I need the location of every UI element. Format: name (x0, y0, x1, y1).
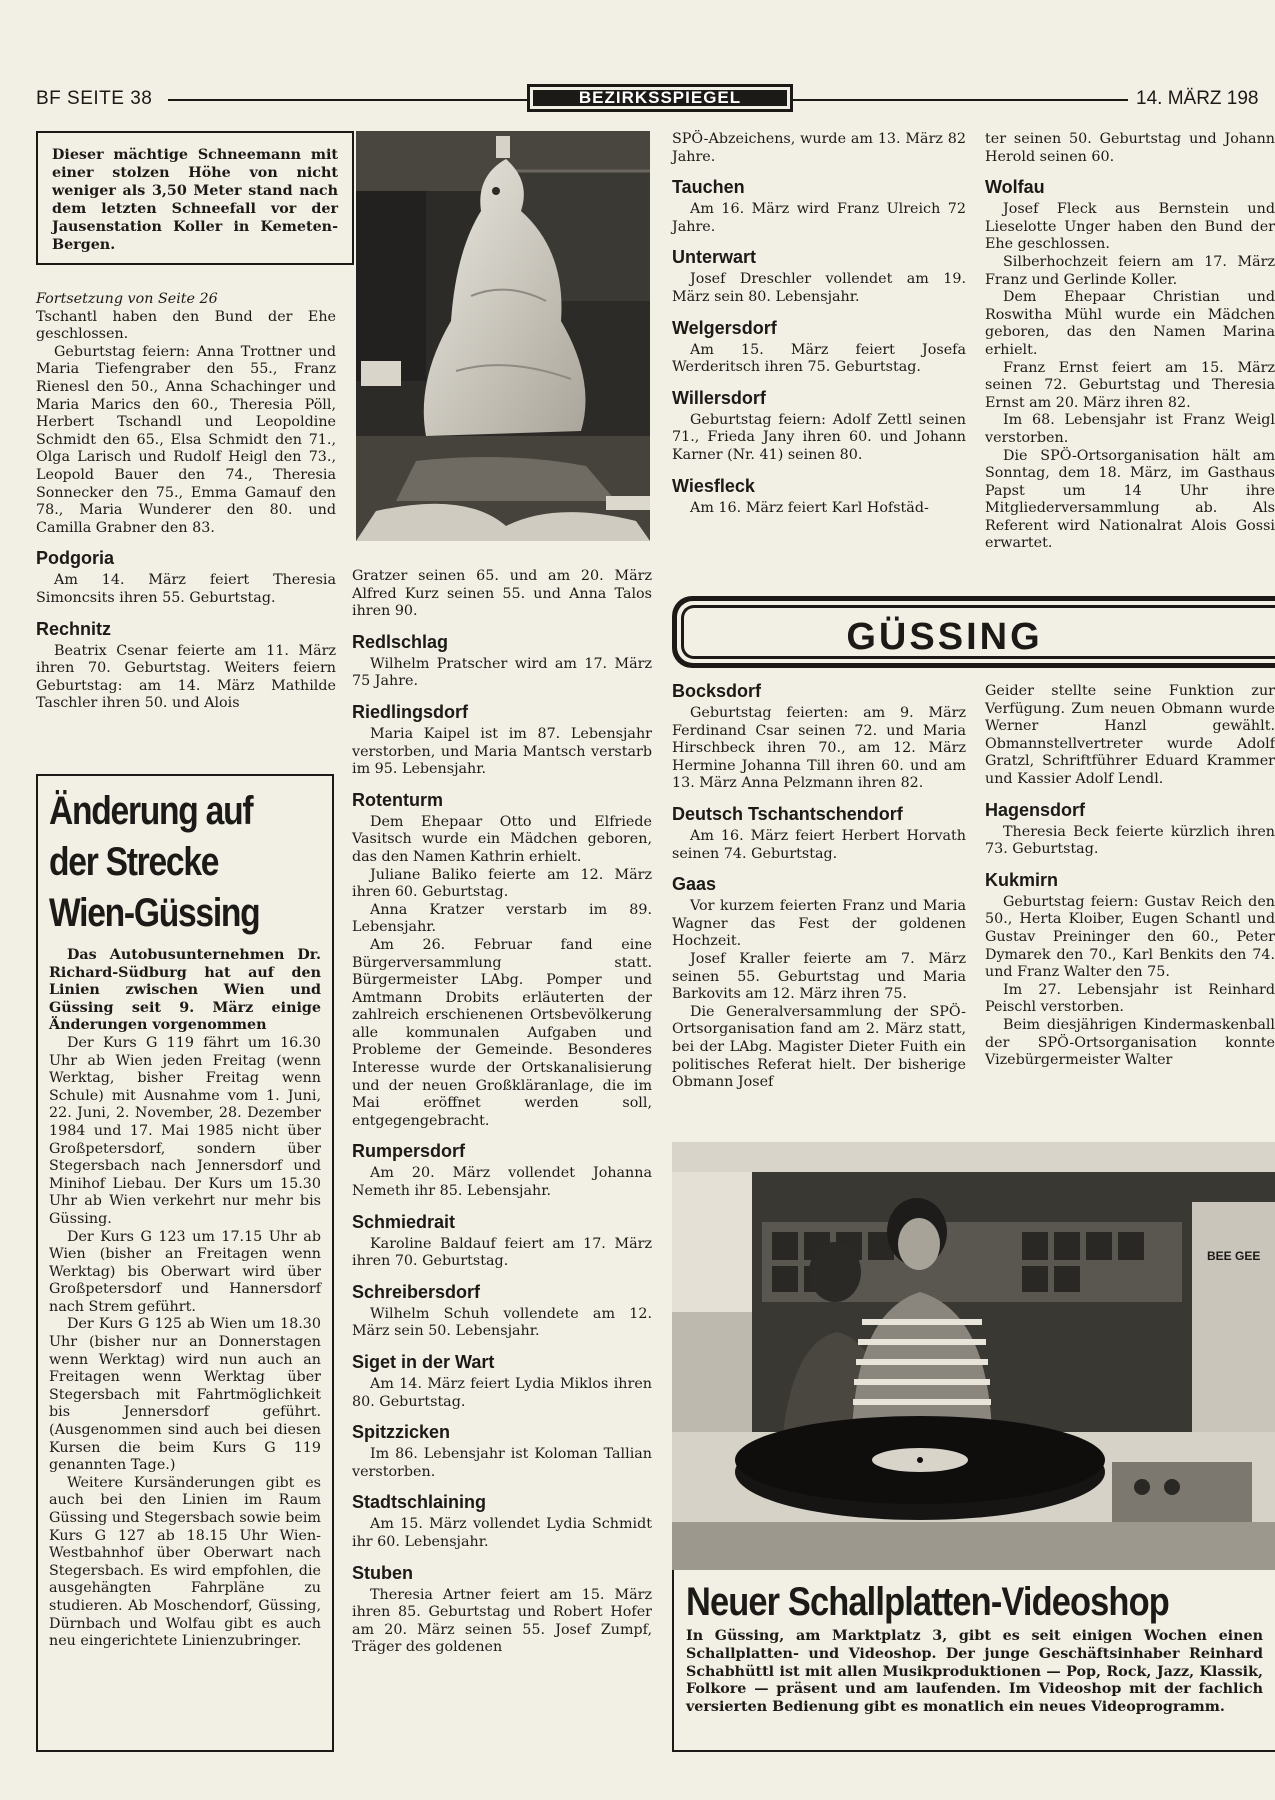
article-text: Karoline Baldauf feiert am 17. März ihren 70. Geburtstag. (352, 1235, 652, 1270)
place-heading: Kukmirn (985, 869, 1059, 890)
article-text: Weitere Kursänderungen gibt es auch bei den Linien im Raum Güssing und Stegersbach sowie beim Kurs G 127 ab 18.15 Uhr Wien-Westbahnhof über Oberwart nach Stegersbach. Es wird empfohlen, die ausgehängten Fahrpläne zu studieren. Ab Moschendorf, Güssing, Dürnbach und Wolfau gibt es auch neu eingerichtete Linienzubringer. (49, 1474, 321, 1650)
place-heading: Wolfau (985, 177, 1045, 198)
article-text: Vor kurzem feierten Franz und Maria Wagner das Fest der goldenen Hochzeit. (672, 898, 966, 950)
record-shop-photo (672, 1142, 1275, 1570)
article-text: Am 16. März feiert Karl Hofstäd- (690, 499, 929, 516)
column-1 (36, 291, 336, 713)
region-banner (672, 596, 1275, 668)
article-text: Wilhelm Schuh vollendete am 12. März sein 50. Lebensjahr. (352, 1305, 652, 1340)
article-text: Am 15. März feiert Josefa Werderitsch ihren 75. Geburtstag. (672, 341, 966, 376)
snowman-image (356, 131, 650, 541)
place-heading: Schreibersdorf (352, 1281, 481, 1302)
article-text: Tschantl haben den Bund der Ehe geschlossen. (36, 308, 336, 343)
article-text: SPÖ-Abzeichens, wurde am 13. März 82 Jahre. (672, 131, 966, 165)
place-heading: Tauchen (672, 177, 745, 198)
place-heading: Siget in der Wart (352, 1352, 495, 1372)
article-text: In Güssing, am Marktplatz 3, gibt es seit einigen Wochen einen Schallplatten- und Videoshop. Der junge Geschäftsinhaber Reinhard Schabhüttl ist mit allen Musikproduktionen — Pop, Rock, Jazz, Klassik, Folkore — präsent und am laufenden. Im Videoshop mit der fachlich versierten Bedienung gibt es monatlich ein neues Videoprogramm. (686, 1628, 1263, 1716)
article-text: Josef Kraller feierte am 7. März seinen 55. Geburtstag und Maria Barkovits am 12. März ihren 75. (672, 950, 966, 1003)
place-heading: Willersdorf (672, 387, 766, 408)
column-2 (352, 568, 652, 1657)
article-text: Geburtstag feiern: Gustav Reich den 50., Herta Kloiber, Eugen Schantl und Gustav Preininger den 60., Peter Dymarek den 70., Karl Benkits den 74. und Franz Walter den 75. (985, 893, 1275, 981)
article-text: Am 16. März feiert Herbert Horvath seinen 74. Geburtstag. (672, 827, 966, 862)
place-heading: Stadtschlaining (352, 1492, 487, 1513)
article-text: Franz Ernst feiert am 15. März seinen 72. Geburtstag und Theresia Ernst am 20. März ihren 82. (985, 359, 1275, 411)
place-heading: Welgersdorf (672, 317, 777, 338)
place-heading: Spitzzicken (352, 1422, 451, 1443)
article-text: Im 68. Lebensjahr ist Franz Weigl verstorben. (985, 412, 1275, 446)
article-text: Im 86. Lebensjahr ist Koloman Tallian verstorben. (352, 1446, 652, 1480)
place-heading: Rotenturm (352, 789, 443, 810)
article-text: Am 26. Februar fand eine Bürgerversammlung statt. Bürgermeister LAbg. Pomper und Amtmann Drobits erläuterten der zahlreich erschienenen Ortsbevölkerung alle kommunalen Aufgaben und Probleme der Gemeinde. Besonderes Interesse wurde der Ortskanalisierung und der neuen Großkläranlage, die im Mai eröffnet werden soll, entgegengebracht. (352, 936, 652, 1129)
article-text: Theresia Artner feiert am 15. März ihren 85. Geburtstag und Robert Hofer am 20. März seinen 55. Josef Zumpf, Träger des goldenen (352, 1586, 652, 1656)
place-heading: Unterwart (672, 247, 757, 268)
article-headline: Wien-Güssing (49, 891, 260, 935)
article-text: Anna Kratzer verstarb im 89. Lebensjahr. (352, 901, 652, 936)
article-text: Josef Fleck aus Bernstein und Lieselotte Unger haben den Bund der Ehe geschlossen. (985, 201, 1275, 253)
article-text: Geburtstag feierten: am 9. März Ferdinand Csar seinen 72. und Maria Hirschbeck ihren 70., am 12. März Hermine Johanna Till ihren 60. und am 13. März Anna Pelzmann ihren 82. (672, 705, 966, 792)
article-text: Wilhelm Pratscher wird am 17. März 75 Jahre. (352, 655, 652, 690)
column-4 (985, 131, 1275, 553)
article-headline: Neuer Schallplatten-Videoshop (686, 1580, 1169, 1624)
record-shop-article (672, 1570, 1275, 1752)
region-title: GÜSSING (846, 616, 1043, 658)
place-heading: Riedlingsdorf (352, 701, 468, 722)
section-banner (527, 84, 793, 112)
article-text: Geburtstag feiern: Adolf Zettl seinen 71., Frieda Jany ihren 60. und Johann Karner (Nr. 41) seinen 80. (672, 411, 966, 463)
article-text: Am 14. März feiert Theresia Simoncsits ihren 55. Geburtstag. (36, 572, 336, 606)
header-rule-right (793, 99, 1128, 101)
article-text: Juliane Baliko feierte am 12. März ihren 60. Geburtstag. (352, 866, 652, 901)
header-rule-left (168, 99, 527, 101)
guessing-column-right (985, 683, 1275, 1070)
article-text: Beatrix Csenar feierte am 11. März ihren 70. Geburtstag. Weiters feiern Geburtstag: am 14. März Mathilde Taschler ihren 50. und Alois (36, 642, 336, 712)
article-text: Maria Kaipel ist im 87. Lebensjahr verstorben, und Maria Mantsch verstarb im 95. Lebensjahr. (352, 725, 652, 778)
article-text: Dem Ehepaar Otto und Elfriede Vasitsch wurde ein Mädchen geboren, das den Namen Kathrin erhielt. (352, 813, 652, 865)
place-heading: Hagensdorf (985, 799, 1086, 820)
place-heading: Rumpersdorf (352, 1141, 466, 1162)
article-text: Am 15. März vollendet Lydia Schmidt ihr 60. Lebensjahr. (352, 1516, 652, 1550)
guessing-column-left (672, 680, 966, 1092)
article-text: Geburtstag feiern: Anna Trottner und Maria Tiefengraber den 55., Franz Rienesl den 50., Anna Schachinger und Maria Marics den 60., Theresia Pöll, Herbert Tschandl und Leopoldine Schmidt den 65., Elsa Schmidt den 71., Olga Larisch und Rudolf Heigl den 73., Leopold Bauer den 74., Theresia Sonnecker den 75., Emma Gamauf den 78., Maria Wunderer den 80. und Camilla Grabner den 83. (36, 343, 336, 536)
place-heading: Schmiedrait (352, 1211, 456, 1232)
place-heading: Deutsch Tschantschendorf (672, 803, 903, 824)
article-text: Geider stellte seine Funktion zur Verfügung. Zum neuen Obmann wurde Werner Hanzl gewählt. Obmannstellvertreter wurde Adolf Gratzl, Schriftführer Eduard Krammer und Kassier Adolf Lendl. (985, 683, 1275, 787)
article-text: Der Kurs G 125 ab Wien um 18.30 Uhr (bisher nur an Donnerstagen wenn Werktag) wird nun auch an Freitagen wenn Werktag über Stegersbach mit Fahrtmöglichkeit bis Jennersdorf geführt. (Ausgenommen sind auch bei diesen Kursen die beim Kurs G 119 genannten Tage.) (49, 1316, 321, 1474)
article-lead: Das Autobusunternehmen Dr. Richard-Südburg hat auf den Linien zwischen Wien und Güssing seit 9. März einige Änderungen vorgenommen (49, 947, 321, 1034)
place-heading: Gaas (672, 874, 717, 895)
article-text: Dem Ehepaar Christian und Roswitha Mühl wurde ein Mädchen geboren, das den Namen Marina erhielt. (985, 289, 1275, 358)
article-text: Im 27. Lebensjahr ist Reinhard Peischl verstorben. (985, 981, 1275, 1016)
article-text: Der Kurs G 119 fährt um 16.30 Uhr ab Wien jeden Freitag (wenn Werktag, bisher Freitag wenn Schule) mit Ausnahme vom 1. Juni, 22. Juni, 2. November, 28. Dezember 1984 und 17. Mai 1985 nicht über Großpetersdorf, sondern über Stegersbach nach Jennersdorf und Minihof Liebau. Der Kurs um 15.30 Uhr ab Wien verkehrt nur mehr bis Güssing. (49, 1034, 321, 1227)
article-text: Theresia Beck feierte kürzlich ihren 73. Geburtstag. (985, 823, 1275, 858)
snowman-caption: Dieser mächtige Schneemann mit einer stolzen Höhe von nicht weniger als 3,50 Meter stand nach dem letzten Schneefall vor der Jausenstation Koller in Kemeten-Bergen. (36, 131, 354, 265)
page-label: BF SEITE 38 (36, 88, 153, 109)
place-heading: Wiesfleck (672, 475, 755, 496)
snowman-photo (356, 131, 650, 541)
store-sign: BEE GEE (1207, 1249, 1261, 1263)
article-text: Am 20. März vollendet Johanna Nemeth ihr 85. Lebensjahr. (352, 1165, 652, 1200)
article-text: Gratzer seinen 65. und am 20. März Alfred Kurz seinen 55. und Anna Talos ihren 90. (352, 568, 652, 620)
article-text: Am 14. März feiert Lydia Miklos ihren 80. Geburtstag. (352, 1376, 652, 1410)
bus-route-article (36, 774, 334, 1752)
article-headline: Änderung auf (49, 789, 253, 833)
place-heading: Podgoria (36, 548, 115, 569)
article-text: Silberhochzeit feiern am 17. März Franz und Gerlinde Koller. (985, 253, 1275, 288)
section-title: BEZIRKSSPIEGEL (533, 90, 787, 106)
record-shop-image (672, 1142, 1275, 1570)
place-heading: Redlschlag (352, 631, 449, 652)
place-heading: Bocksdorf (672, 681, 762, 701)
continuation-note: Fortsetzung von Seite 26 (36, 291, 218, 307)
column-3 (672, 131, 966, 517)
issue-date: 14. MÄRZ 198 (1136, 88, 1259, 109)
article-text: Die SPÖ-Ortsorganisation hält am Sonntag, dem 18. März, im Gasthaus Papst um 14 Uhr ihre Mitgliederversammlung ab. Als Referent wird Nationalrat Alois Gossi erwartet. (985, 447, 1275, 552)
place-heading: Stuben (352, 1562, 413, 1583)
article-text: Am 16. März wird Franz Ulreich 72 Jahre. (672, 201, 966, 235)
article-text: Der Kurs G 123 um 17.15 Uhr ab Wien (bisher an Freitagen wenn Werktag) bis Oberwart wird über Großpetersdorf und Hannersdorf nach Strem geführt. (49, 1228, 321, 1315)
article-headline: der Strecke (49, 840, 219, 884)
article-text: ter seinen 50. Geburtstag und Johann Herold seinen 60. (985, 131, 1275, 165)
article-text: Beim diesjährigen Kindermaskenball der SPÖ-Ortsorganisation konnte Vizebürgermeister Walter (985, 1016, 1275, 1069)
article-text: Josef Dreschler vollendet am 19. März sein 80. Lebensjahr. (672, 271, 966, 305)
article-text: Die Generalversammlung der SPÖ-Ortsorganisation fand am 2. März statt, bei der LAbg. Magister Dieter Fuith ein politisches Referat hielt. Der bisherige Obmann Josef (672, 1003, 966, 1091)
place-heading: Rechnitz (36, 618, 112, 639)
